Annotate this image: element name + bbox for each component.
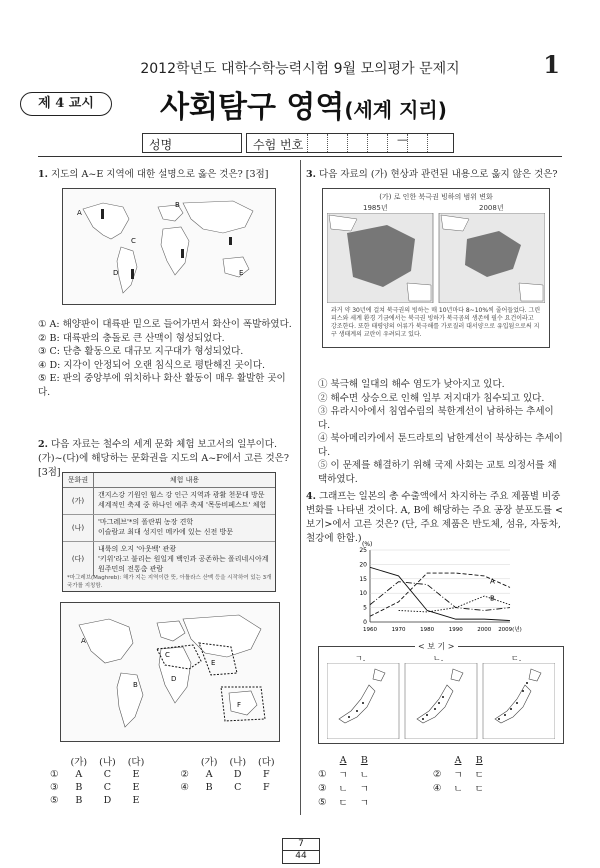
question-4-prompt: 4. 그래프는 일본의 총 수출액에서 차지하는 주요 제품별 비중 변화를 나타낸 것이다. A, B에 해당하는 주요 공장 분포도를 <보기>에서 고른 것은? (단, 주요 제품은 반도체, 섬유, 자동차, 철강에 한함.) (306, 491, 563, 544)
exam-number-field[interactable]: 수험 번호 — (246, 133, 454, 153)
answer-row[interactable]: ⑤ B D E (50, 795, 140, 806)
x-tick-label: 2000 (477, 627, 492, 633)
exam-number-label: 수험 번호 (253, 138, 304, 152)
q1-map-label-e: E (239, 269, 244, 277)
q3-option-2[interactable]: ② 해수면 상승으로 인해 일부 저지대가 침수되고 있다. (318, 392, 545, 404)
x-tick-label: 1960 (363, 627, 377, 633)
name-field[interactable] (142, 133, 242, 153)
name-label: 성명 (149, 138, 173, 152)
table-header-content: 체험 내용 (169, 476, 200, 484)
exam-title: 2012학년도 대학수학능력시험 9월 모의평가 문제지 (140, 61, 460, 77)
subject-title (160, 82, 447, 126)
world-map-q1 (62, 188, 276, 305)
chart-ylabel: (%) (362, 541, 373, 548)
question-2-prompt: 2. 다음 자료는 철수의 세계 문화 체험 보고서의 일부이다. (가)~(다)에 해당하는 문화권을 지도의 A~F에서 고른 것은? [3점] (38, 439, 289, 478)
q2-map-label-e: E (211, 659, 216, 667)
footer-total: 44 (295, 851, 307, 861)
q3-option-4[interactable]: ④ 북아메리카에서 툰드라토의 남한계선이 북상하는 추세이다. (318, 433, 563, 458)
answer-row[interactable]: ③ B C E ④ B C F (50, 782, 270, 793)
year-left: 1985년 (363, 204, 388, 212)
q4-answer-table: A B A B ① ㄱ ㄴ ② ㄱ ㄷ ③ ㄴ ㄱ ④ ㄴ ㄷ ⑤ ㄷ ㄱ (312, 754, 490, 809)
series-line-3 (370, 567, 510, 620)
q1-option-4[interactable]: ④ D: 지각이 안정되어 오랜 침식으로 평탄해진 곳이다. (38, 359, 266, 371)
answer-row[interactable]: ① ㄱ ㄴ ② ㄱ ㄷ (318, 768, 484, 781)
export-share-chart (350, 538, 530, 638)
page-number: 1 (543, 50, 560, 79)
answer-row[interactable]: ⑤ ㄷ ㄱ (318, 796, 369, 809)
q1-option-3[interactable]: ③ C: 단층 활동으로 대규모 지구대가 형성되었다. (38, 346, 244, 357)
y-tick-label: 5 (363, 604, 367, 612)
table-row: (다) 내륙의 오지 '아웃백' 관광 '키위'라고 불리는 원일게 백인과 공존하는 폴리네시아계 원주민의 전통춤 관람 (63, 542, 275, 576)
series-label-a: A (490, 577, 495, 586)
map-key-3: ㄷ. (511, 654, 522, 663)
table-row: (가) 갠지스강 기원인 힘스 강 인근 지역과 광활 천문대 방문 세계적인 축제 중 하나인 예주 축제 '목동비페스트' 체험 (63, 488, 275, 515)
year-right: 2008년 (479, 204, 504, 212)
q2-map-label-d: D (171, 675, 177, 683)
y-tick-label: 20 (359, 561, 367, 569)
q2-map-label-b: B (133, 681, 138, 689)
culture-report-table (62, 472, 276, 592)
q3-option-5[interactable]: ⑤ 이 문제를 해결하기 위해 국제 사회는 교토 의정서를 채택하였다. (318, 460, 557, 485)
y-tick-label: 25 (359, 547, 367, 554)
session-badge: 제 4 교시 (20, 92, 112, 116)
map-key-1: ㄱ. (355, 654, 366, 663)
x-tick-label: 1990 (448, 627, 463, 633)
x-tick-label: 1970 (391, 627, 406, 633)
map-key-2: ㄴ. (433, 654, 444, 663)
y-tick-label: 10 (359, 590, 367, 598)
q3-option-3[interactable]: ③ 유라시아에서 침엽수림의 북한계선이 남하하는 추세이다. (318, 406, 554, 431)
x-tick-label: 2009(년) (498, 627, 522, 633)
subject-sub: (세계 지리) (344, 98, 447, 122)
boxed-options (318, 642, 564, 744)
q1-option-1[interactable]: ① A: 해양판이 대륙판 밑으로 들어가면서 화산이 폭발하였다. (38, 319, 292, 330)
q1-map-label-b: B (175, 201, 180, 209)
footer-page: 7 (283, 839, 319, 851)
question-3-prompt: 3. 다음 자료의 (가) 현상과 관련된 내용으로 옳지 않은 것은? (306, 169, 558, 180)
y-tick-label: 15 (359, 575, 367, 583)
series-label-b: B (490, 594, 495, 603)
arctic-ice-figure (322, 188, 550, 348)
question-3-options (318, 378, 564, 486)
y-tick-label: 0 (363, 619, 367, 626)
answer-row[interactable]: ① A C E ② A D F (50, 769, 270, 780)
answer-row[interactable]: ③ ㄴ ㄱ ④ ㄴ ㄷ (318, 782, 484, 795)
question-1-options (38, 318, 296, 399)
q1-map-label-c: C (131, 237, 136, 245)
column-divider (300, 160, 301, 815)
q2-answer-table: (가) (나) (다) (가) (나) (다) ① A C E ② A D F ③ B C E ④ B C F ⑤ B D E (44, 754, 281, 807)
question-1-prompt: 1. 지도의 A~E 지역에 대한 설명으로 옳은 것은? [3점] (38, 169, 269, 180)
series-line-4 (370, 582, 510, 611)
table-row: (나) '마그레브'*의 폴란뷔 농장 견학 이슬람교 최대 성지인 메카에 있는 신전 방문 (63, 515, 275, 542)
q1-map-label-d: D (113, 269, 119, 277)
arctic-caption: 과거 약 30년에 걸쳐 북극권의 빙하는 매 10년마다 8~10%씩 줄어들었다. 그린피스와 세계 환경 기금에서는 북극권 빙하가 북극곰의 생존에 필수 요건이라고 강조한다. 또한 태평양의 어류가 북극해를 가로질러 대서양으로 유입됨으로써 지구 생태계의 교란이 우려되고 있다. (331, 307, 541, 338)
q1-option-2[interactable]: ② B: 대륙판의 충돌로 큰 산맥이 형성되었다. (38, 332, 225, 344)
q2-map-label-c: C (165, 651, 170, 659)
q1-map-label-a: A (77, 209, 82, 217)
world-map-q2 (60, 602, 280, 742)
q1-option-5[interactable]: ⑤ E: 판의 중앙부에 위치하나 화산 활동이 매우 활발한 곳이다. (38, 373, 286, 398)
boxed-label: < 보 기 > (415, 641, 458, 652)
table-note: *마그레브(Maghreb): 해가 지는 지역이란 뜻, 아틀라스 산맥 등을 시작하여 있는 3개 국가를 지칭함. (67, 575, 272, 589)
q2-map-label-a: A (81, 637, 86, 645)
table-header-culture: 문화권 (63, 473, 94, 487)
q3-option-1[interactable]: ① 북극해 일대의 해수 염도가 낮아지고 있다. (318, 379, 505, 390)
arctic-figure-title: (가) 로 인한 북극권 빙하의 범위 변화 (379, 193, 493, 201)
subject-main: 사회탐구 영역 (160, 90, 345, 125)
page-footer (282, 838, 320, 864)
q2-map-label-f: F (237, 701, 242, 709)
x-tick-label: 1980 (420, 627, 435, 633)
